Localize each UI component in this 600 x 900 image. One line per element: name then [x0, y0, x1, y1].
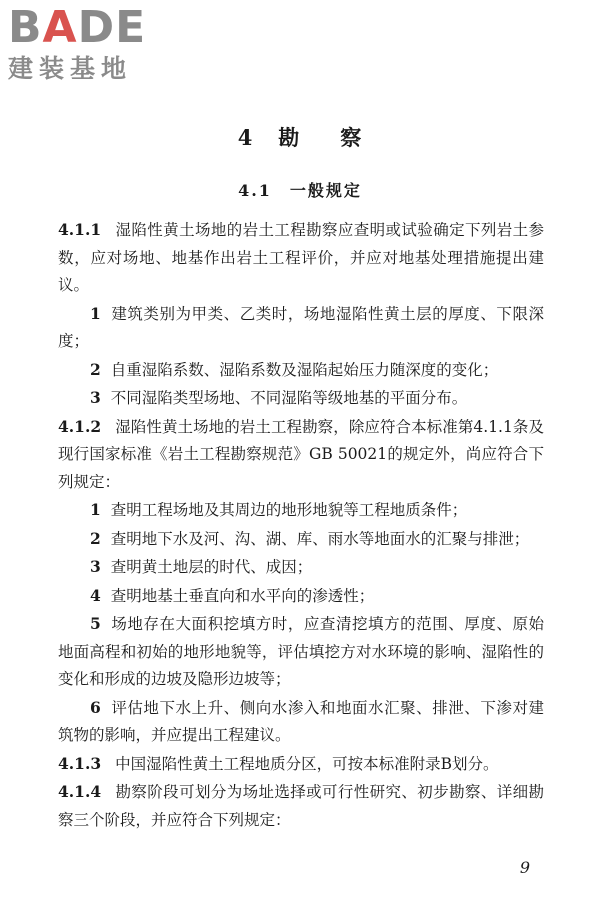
clause-text: 中国湿陷性黄土工程地质分区，可按本标准附录B划分。 — [115, 754, 499, 773]
list-item: 1 建筑类别为甲类、乙类时，场地湿陷性黄土层的厚度、下限深度； — [58, 303, 544, 350]
list-item: 2 查明地下水及河、沟、湖、库、雨水等地面水的汇聚与排泄； — [90, 528, 530, 548]
clause-number: 4.1.2 — [58, 416, 102, 436]
clause-paragraph — [58, 413, 544, 497]
clause-number: 4.1.1 — [58, 220, 102, 239]
logo-wordmark: BADE — [8, 2, 147, 53]
clause-paragraph — [58, 216, 544, 300]
clause-text: 勘察阶段可划分为场址选择或可行性研究、初步勘察、详细勘察三个阶段，并应符合下列规定： — [58, 783, 544, 829]
clause-text: 湿陷性黄土场地的岩土工程勘察，除应符合本标准第4.1.1条及现行国家标准《岩土工程勘察规范》GB 50021的规定外，尚应符合下列规定： — [58, 417, 544, 491]
clause-number: 4.1.3 — [58, 753, 102, 773]
list-item: 5 场地存在大面积挖填方时，应查清挖填方的范围、厚度、原始地面高程和初始的地形地貌等，评估填挖方对水环境的影响、湿陷性的变化和形成的边坡及隐形边坡等； — [58, 614, 544, 688]
logo-subtitle: 建装基地 — [8, 54, 133, 83]
list-item: 6 评估地下水上升、侧向水渗入和地面水汇聚、排泄、下渗对建筑物的影响，并应提出工程建议。 — [58, 697, 544, 744]
section-title: 4.1 一般规定 — [238, 181, 362, 200]
chapter-title: 4 勘 察 — [237, 125, 363, 150]
list-item: 3 不同湿陷类型场地、不同湿陷等级地基的平面分布。 — [90, 388, 468, 407]
page-number: 9 — [519, 858, 530, 877]
list-item: 2 自重湿陷系数、湿陷系数及湿陷起始压力随深度的变化； — [90, 359, 499, 379]
clause-number: 4.1.4 — [58, 782, 102, 801]
list-item: 3 查明黄土地层的时代、成因； — [90, 557, 313, 576]
clause-paragraph — [58, 750, 544, 779]
clause-text: 湿陷性黄土场地的岩土工程勘察应查明或试验确定下列岩土参数，应对场地、地基作出岩土工程评价，并应对地基处理措施提出建议。 — [58, 221, 544, 294]
watermark-logo — [8, 4, 183, 84]
list-item: 4 查明地基土垂直向和水平向的渗透性； — [90, 585, 375, 605]
list-item: 1 查明工程场地及其周边的地形地貌等工程地质条件； — [90, 500, 468, 519]
document-body — [58, 216, 544, 834]
clause-paragraph — [58, 778, 544, 834]
